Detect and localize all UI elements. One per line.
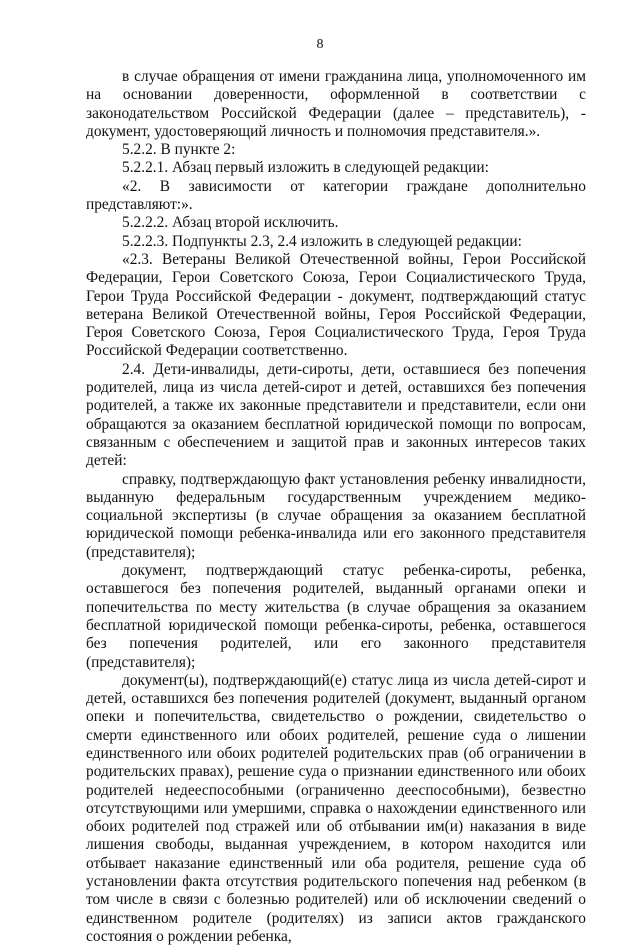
page-number: 8 bbox=[316, 37, 324, 52]
paragraph-representative: в случае обращения от имени гражданина лица, уполномоченного им на основании доверенности, оформленной в соответствии с законодательством Российской Федерации (далее – представитель), - документ, удостоверяющий личность и полномочия представителя.». bbox=[86, 68, 586, 140]
paragraph-disability-certificate: справку, подтверждающую факт установления ребенку инвалидности, выданную федеральным государственным учреждением медико-социальной экспертизы (в случае обращения за оказанием бесплатной юридической помощи ребенка-инвалида или его законного представителя (представителя); bbox=[86, 470, 586, 561]
paragraph-2-4: 2.4. Дети-инвалиды, дети-сироты, дети, оставшиеся без попечения родителей, лица из числа детей-сирот и детей, оставшихся без попечения родителей, а также их законные представители и представители, если они обращаются за оказанием бесплатной юридической помощи по вопросам, связанным с обеспечением и защитой прав и законных интересов таких детей: bbox=[86, 360, 586, 470]
paragraph-2-3: «2.3. Ветераны Великой Отечественной войны, Герои Российской Федерации, Герои Советского Союза, Герои Социалистического Труда, Герои Труда Российской Федерации - документ, подтверждающий статус ветерана Великой Отечественной войны, Героя Российской Федерации, Героя Советского Союза, Героя Социалистического Труда, Героя Труда Российской Федерации соответственно. bbox=[86, 250, 586, 360]
paragraph-orphan-status-documents-list: документ(ы), подтверждающий(е) статус лица из числа детей-сирот и детей, оставшихся без попечения родителей (документ, выданный органом опеки и попечительства, свидетельство о рождении, свидетельство о смерти единственного или обоих родителей, решение суда о лишении единственного или обоих родителей родительских прав (об ограничении в родительских правах), решение суда о признании единственного или обоих родителей недееспособными (ограниченно дееспособными), безвестно отсутствующими или умершими, справка о нахождении единственного или обоих родителей под стражей или об отбывании им(и) наказания в виде лишения свободы, выданная учреждением, в котором находится или отбывает наказание единственный или оба родителя, решение суда об установлении факта отсутствия родительского попечения над ребенком (в том числе в связи с болезнью родителей) или об исключении сведений о единственном родителе (родителях) из записи актов гражданского состояния о рождении ребенка, bbox=[86, 671, 586, 945]
paragraph-orphan-status-document: документ, подтверждающий статус ребенка-сироты, ребенка, оставшегося без попечения родителей, выданный органами опеки и попечительства по месту жительства (в случае обращения за оказанием бесплатной юридической помощи ребенка-сироты, ребенка, оставшегося без попечения родителей, или его законного представителя (представителя); bbox=[86, 562, 586, 671]
paragraph-5-2-2-1: 5.2.2.1. Абзац первый изложить в следующей редакции: bbox=[122, 159, 489, 177]
paragraph-5-2-2: 5.2.2. В пункте 2: bbox=[122, 141, 236, 159]
document-body bbox=[86, 68, 586, 946]
paragraph-quote-2: «2. В зависимости от категории граждане дополнительно представляют:». bbox=[86, 177, 586, 214]
paragraph-5-2-2-2: 5.2.2.2. Абзац второй исключить. bbox=[122, 214, 339, 232]
paragraph-5-2-2-3: 5.2.2.3. Подпункты 2.3, 2.4 изложить в следующей редакции: bbox=[122, 232, 522, 250]
